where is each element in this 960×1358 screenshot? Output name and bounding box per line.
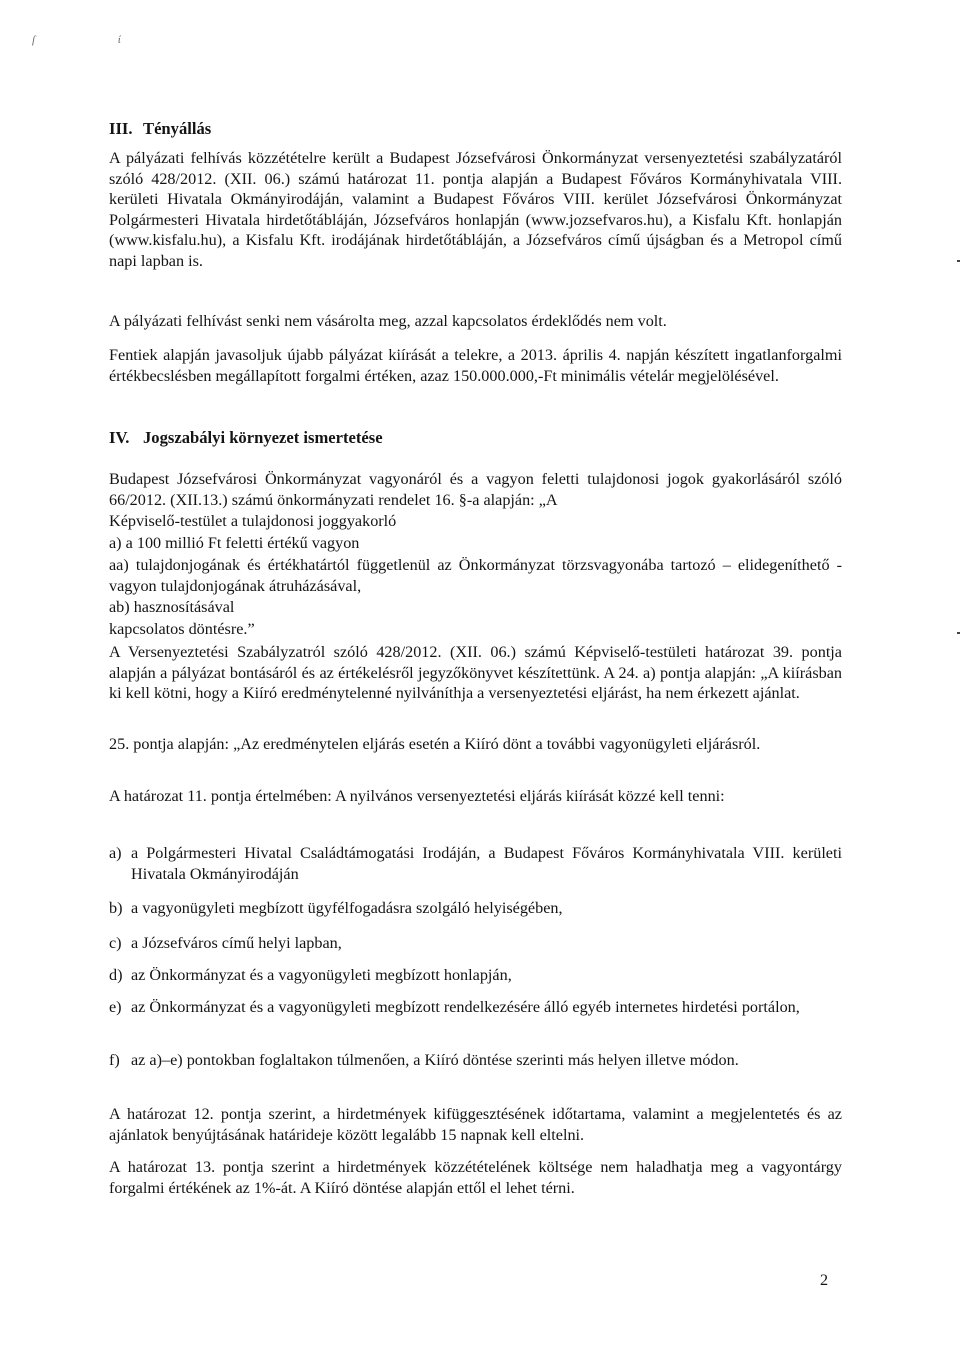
list-item-label: b): [109, 899, 123, 917]
paragraph: A pályázati felhívást senki nem vásárolta meg, azzal kapcsolatos érdeklődés nem volt.: [109, 312, 667, 330]
section-number: IV.: [109, 428, 130, 447]
section-heading: [109, 428, 383, 449]
section-title: Jogszabályi környezet ismertetése: [143, 428, 383, 447]
section-number: III.: [109, 119, 133, 138]
paragraph: Budapest Józsefvárosi Önkormányzat vagyonáról és a vagyon feletti tulajdonosi jogok gyakorlásáról szóló 66/2012. (XII.13.) számú önkormányzati rendelet 16. §-a alapján: „A: [109, 470, 842, 509]
paragraph: kapcsolatos döntésre.”: [109, 620, 255, 638]
list-item-text: az a)–e) pontokban foglaltakon túlmenően, a Kiíró döntése szerinti más helyen illetve módon.: [131, 1051, 739, 1069]
paragraph: ab) hasznosításával: [109, 598, 235, 616]
list-item: [109, 965, 842, 986]
list-item-label: c): [109, 934, 122, 952]
paragraph: A határozat 11. pontja értelmében: A nyilvános versenyeztetési eljárás kiírását közzé kell tenni:: [109, 787, 725, 805]
paragraph: A Versenyeztetési Szabályzatról szóló 428/2012. (XII. 06.) számú Képviselő-testületi határozat 39. pontja alapján a pályázat bontásáról és az értékelésről jegyzőkönyvet készítettünk. A 24. a) pontja alapján: „A kiírásban ki kell kötni, hogy a Kiíró eredménytelenné nyilváníthja a versenyeztetési eljárást, ha nem érkezett ajánlat.: [109, 643, 842, 703]
list-item-text: a vagyonügyleti megbízott ügyfélfogadásra szolgáló helyiségében,: [131, 899, 563, 917]
paragraph: Képviselő-testület a tulajdonosi joggyakorló: [109, 512, 397, 530]
paragraph: A határozat 13. pontja szerint a hirdetmények közzétételének költsége nem haladhatja meg a vagyontárgy forgalmi értékének az 1%-át. A Kiíró döntése alapján ettől el lehet térni.: [109, 1158, 842, 1197]
page-number: 2: [820, 1271, 829, 1289]
list-item: [109, 997, 842, 1018]
paragraph: a) a 100 millió Ft feletti értékű vagyon: [109, 534, 360, 552]
list-item-label: d): [109, 966, 123, 984]
scan-marks: ſ ί: [32, 34, 161, 46]
list-item-label: e): [109, 998, 122, 1016]
paragraph: Fentiek alapján javasoljuk újabb pályázat kiírását a telekre, a 2013. április 4. napján készített ingatlanforgalmi értékbecslésben megállapított forgalmi értéken, azaz 150.000.000,-Ft minimális vételár megjelölésével.: [109, 346, 842, 385]
section-title: Tényállás: [143, 119, 212, 138]
list-item: [109, 933, 842, 954]
list-item: [109, 898, 842, 919]
paragraph: aa) tulajdonjogának és értékhatártól függetlenül az Önkormányzat törzsvagyonába tartozó – elidegeníthető - vagyon tulajdonjogának átruházásával,: [109, 556, 842, 595]
section-heading: [109, 119, 211, 140]
list-item-label: f): [109, 1051, 120, 1069]
list-item: [109, 1050, 842, 1071]
paragraph: A határozat 12. pontja szerint, a hirdetmények kifüggesztésének időtartama, valamint a megjelentetés és az ajánlatok benyújtásának határideje között legalább 15 napnak kell eltelni.: [109, 1105, 842, 1144]
list-item-label: a): [109, 844, 122, 862]
list-item-text: a Józsefváros című helyi lapban,: [131, 934, 342, 952]
list-item-text: az Önkormányzat és a vagyonügyleti megbízott rendelkezésére álló egyéb internetes hirdetési portálon,: [131, 998, 800, 1016]
paragraph: 25. pontja alapján: „Az eredménytelen eljárás esetén a Kiíró dönt a további vagyonügyleti eljárásról.: [109, 735, 761, 753]
paragraph: A pályázati felhívás közzétételre került a Budapest Józsefvárosi Önkormányzat versenyeztetési szabályzatáról szóló 428/2012. (XII. 06.) számú határozat 11. pontja alapján a Budapest Főváros Kormányhivatala VIII. kerületi Hivatala Okmányirodáján, valamint a Budapest Főváros VIII. kerület Józsefvárosi Önkormányzat Polgármesteri Hivatala hirdetőtábláján, Józsefváros honlapján (www.jozsefvaros.hu), a Kisfalu Kft. honlapján (www.kisfalu.hu), a Kisfalu Kft. irodájának hirdetőtábláján, a Józsefváros című újságban és a Metropol című napi lapban is.: [109, 149, 842, 270]
list-item-text: a Polgármesteri Hivatal Családtámogatási Irodáján, a Budapest Főváros Kormányhivatala VIII. kerületi Hivatala Okmányirodáján: [131, 844, 842, 883]
list-item: [109, 843, 842, 884]
list-item-text: az Önkormányzat és a vagyonügyleti megbízott honlapján,: [131, 966, 512, 984]
